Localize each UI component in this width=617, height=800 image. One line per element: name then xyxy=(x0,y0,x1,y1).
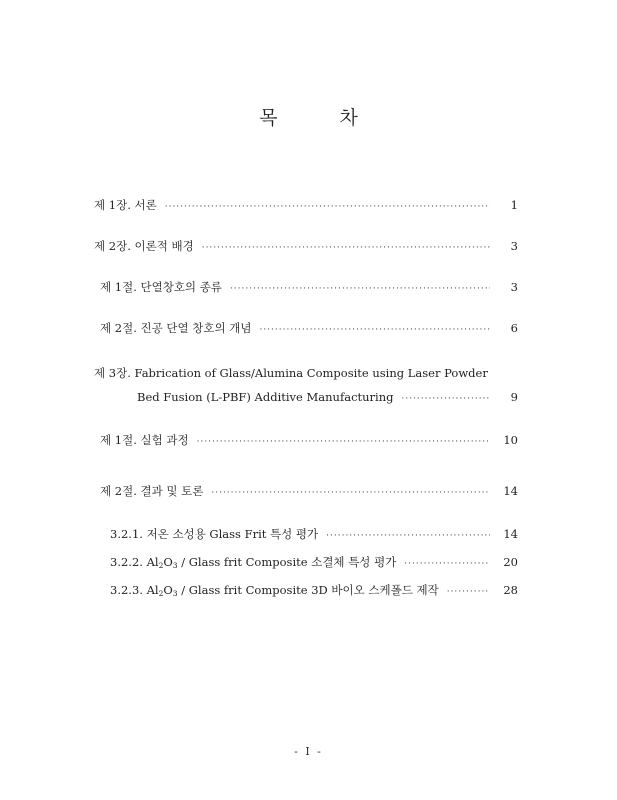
toc-entry-page: 28 xyxy=(503,583,518,597)
dot-leader xyxy=(326,528,490,544)
toc-entry-label: Bed Fusion (L-PBF) Additive Manufacturing xyxy=(137,390,394,404)
toc-entry-label: 3.2.1. 저온 소성용 Glass Frit 특성 평가 xyxy=(110,527,319,541)
toc-entry-chapter-3-section-2[interactable] xyxy=(100,483,518,501)
dot-leader xyxy=(202,240,490,256)
subscript: 2 xyxy=(158,589,164,598)
toc-label-suffix: / Glass frit Composite 3D 바이오 스케폴드 제작 xyxy=(177,583,439,597)
page-number-footer: - I - xyxy=(294,745,323,758)
subscript: 3 xyxy=(172,589,178,598)
toc-label-prefix: 3.2.2. Al xyxy=(110,555,159,569)
toc-entry-chapter-3[interactable] xyxy=(137,389,518,407)
toc-entry-3-2-1[interactable] xyxy=(110,526,518,544)
toc-label-mid: O xyxy=(163,555,173,569)
toc-entry-chapter-3-section-1[interactable] xyxy=(100,432,518,450)
toc-entry-label: 제 2절. 결과 및 토론 xyxy=(100,484,204,498)
dot-leader xyxy=(165,199,490,215)
toc-entry-page: 20 xyxy=(503,555,518,569)
toc-entry-3-2-3[interactable] xyxy=(110,582,518,602)
dot-leader xyxy=(404,556,490,572)
toc-entry-label: 제 2절. 진공 단열 창호의 개념 xyxy=(100,321,252,335)
toc-label-prefix: 3.2.3. Al xyxy=(110,583,159,597)
toc-entry-page: 14 xyxy=(503,484,518,498)
toc-entry-label: 제 1절. 단열창호의 종류 xyxy=(100,280,222,294)
toc-entry-chapter-2[interactable] xyxy=(94,238,518,256)
toc-entry-page: 10 xyxy=(503,433,518,447)
toc-entry-page: 3 xyxy=(510,280,518,294)
dot-leader xyxy=(230,281,490,297)
toc-label-mid: O xyxy=(163,583,173,597)
toc-entry-chapter-3-title[interactable]: 제 3장. Fabrication of Glass/Alumina Composite using Laser Powder xyxy=(94,366,488,380)
toc-entry-3-2-2[interactable] xyxy=(110,554,518,574)
toc-entry-label: 제 1절. 실험 과정 xyxy=(100,433,189,447)
dot-leader xyxy=(211,485,490,501)
subscript: 3 xyxy=(172,561,178,570)
toc-entry-label xyxy=(110,582,439,602)
dot-leader xyxy=(401,391,490,407)
dot-leader xyxy=(259,322,490,338)
toc-entry-page: 6 xyxy=(510,321,518,335)
toc-entry-chapter-2-section-1[interactable] xyxy=(100,279,518,297)
toc-label-suffix: / Glass frit Composite 소결체 특성 평가 xyxy=(177,555,397,569)
toc-entry-chapter-2-section-2[interactable] xyxy=(100,320,518,338)
toc-entry-page: 9 xyxy=(510,390,518,404)
toc-entry-page: 14 xyxy=(503,527,518,541)
dot-leader xyxy=(197,434,490,450)
toc-entry-page: 3 xyxy=(510,239,518,253)
page-title: 목 차 xyxy=(259,107,386,129)
subscript: 2 xyxy=(158,561,164,570)
dot-leader xyxy=(447,584,490,600)
toc-entry-chapter-1[interactable] xyxy=(94,197,518,215)
toc-entry-page: 1 xyxy=(510,198,518,212)
toc-entry-label: 제 2장. 이론적 배경 xyxy=(94,239,194,253)
toc-entry-label xyxy=(110,554,396,574)
toc-entry-label: 제 1장. 서론 xyxy=(94,198,157,212)
